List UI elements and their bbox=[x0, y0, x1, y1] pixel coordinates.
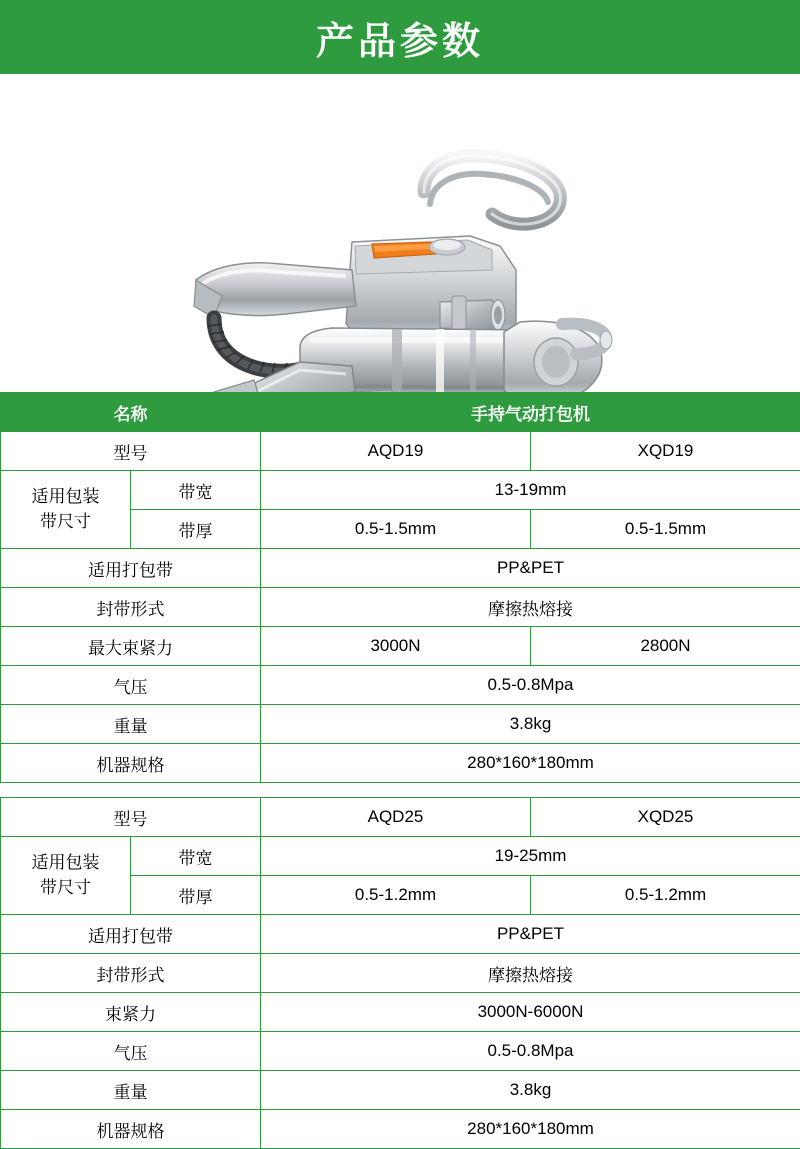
table-row bbox=[1, 954, 800, 993]
table-gap bbox=[0, 783, 800, 797]
table-row bbox=[1, 744, 800, 783]
t2-pressure-value: 0.5-0.8Mpa bbox=[261, 1032, 800, 1071]
t2-seal-label: 封带形式 bbox=[1, 954, 261, 993]
t2-thickness-label: 带厚 bbox=[131, 876, 261, 915]
table-row bbox=[1, 432, 800, 471]
table-row bbox=[1, 471, 800, 510]
t2-seal-value: 摩擦热熔接 bbox=[261, 954, 800, 993]
t2-pressure-label: 气压 bbox=[1, 1032, 261, 1071]
t1-name-value: 手持气动打包机 bbox=[261, 393, 800, 432]
t1-pressure-value: 0.5-0.8Mpa bbox=[261, 666, 800, 705]
table-row bbox=[1, 393, 800, 432]
t2-size-label-line2: 带尺寸 bbox=[40, 878, 91, 897]
t2-size-label-line1: 适用包装 bbox=[32, 853, 100, 872]
t1-seal-label: 封带形式 bbox=[1, 588, 261, 627]
t1-model-aqd19: AQD19 bbox=[261, 432, 531, 471]
t2-weight-label: 重量 bbox=[1, 1071, 261, 1110]
table-row bbox=[1, 1071, 800, 1110]
t1-width-label: 带宽 bbox=[131, 471, 261, 510]
t1-model-label: 型号 bbox=[1, 432, 261, 471]
t1-tension-aqd19: 3000N bbox=[261, 627, 531, 666]
t2-dimension-label: 机器规格 bbox=[1, 1110, 261, 1149]
t1-thickness-aqd19: 0.5-1.5mm bbox=[261, 510, 531, 549]
t2-model-label: 型号 bbox=[1, 798, 261, 837]
table-row bbox=[1, 549, 800, 588]
t1-size-label-line2: 带尺寸 bbox=[40, 512, 91, 531]
t1-pressure-label: 气压 bbox=[1, 666, 261, 705]
table-row bbox=[1, 705, 800, 744]
table-row bbox=[1, 588, 800, 627]
t1-weight-value: 3.8kg bbox=[261, 705, 800, 744]
t1-name-label: 名称 bbox=[1, 393, 261, 432]
t2-width-label: 带宽 bbox=[131, 837, 261, 876]
t1-size-label bbox=[1, 471, 131, 549]
t1-dimension-value: 280*160*180mm bbox=[261, 744, 800, 783]
table-row bbox=[1, 627, 800, 666]
t2-thickness-xqd25: 0.5-1.2mm bbox=[531, 876, 800, 915]
t2-weight-value: 3.8kg bbox=[261, 1071, 800, 1110]
t2-model-xqd25: XQD25 bbox=[531, 798, 800, 837]
table-row bbox=[1, 798, 800, 837]
t1-strap-value: PP&PET bbox=[261, 549, 800, 588]
t2-width-value: 19-25mm bbox=[261, 837, 800, 876]
t2-strap-value: PP&PET bbox=[261, 915, 800, 954]
table-row bbox=[1, 1032, 800, 1071]
t1-seal-value: 摩擦热熔接 bbox=[261, 588, 800, 627]
page-banner bbox=[0, 0, 800, 74]
t1-size-label-line1: 适用包装 bbox=[32, 487, 100, 506]
strapping-tool-illustration bbox=[0, 74, 800, 392]
product-image bbox=[0, 74, 800, 392]
table-row bbox=[1, 993, 800, 1032]
t1-width-value: 13-19mm bbox=[261, 471, 800, 510]
t2-strap-label: 适用打包带 bbox=[1, 915, 261, 954]
t2-tension-value: 3000N-6000N bbox=[261, 993, 800, 1032]
t2-dimension-value: 280*160*180mm bbox=[261, 1110, 800, 1149]
spec-table-2 bbox=[0, 797, 800, 1149]
t1-tension-xqd19: 2800N bbox=[531, 627, 800, 666]
table-row bbox=[1, 1110, 800, 1149]
t2-model-aqd25: AQD25 bbox=[261, 798, 531, 837]
t1-dimension-label: 机器规格 bbox=[1, 744, 261, 783]
table-row bbox=[1, 837, 800, 876]
t2-tension-label: 束紧力 bbox=[1, 993, 261, 1032]
t1-strap-label: 适用打包带 bbox=[1, 549, 261, 588]
table-row bbox=[1, 915, 800, 954]
spec-table-1 bbox=[0, 392, 800, 783]
t1-thickness-xqd19: 0.5-1.5mm bbox=[531, 510, 800, 549]
table-row bbox=[1, 666, 800, 705]
t1-thickness-label: 带厚 bbox=[131, 510, 261, 549]
page-title: 产品参数 bbox=[316, 10, 484, 65]
t1-model-xqd19: XQD19 bbox=[531, 432, 800, 471]
t2-size-label bbox=[1, 837, 131, 915]
t1-weight-label: 重量 bbox=[1, 705, 261, 744]
t2-thickness-aqd25: 0.5-1.2mm bbox=[261, 876, 531, 915]
t1-tension-label: 最大束紧力 bbox=[1, 627, 261, 666]
